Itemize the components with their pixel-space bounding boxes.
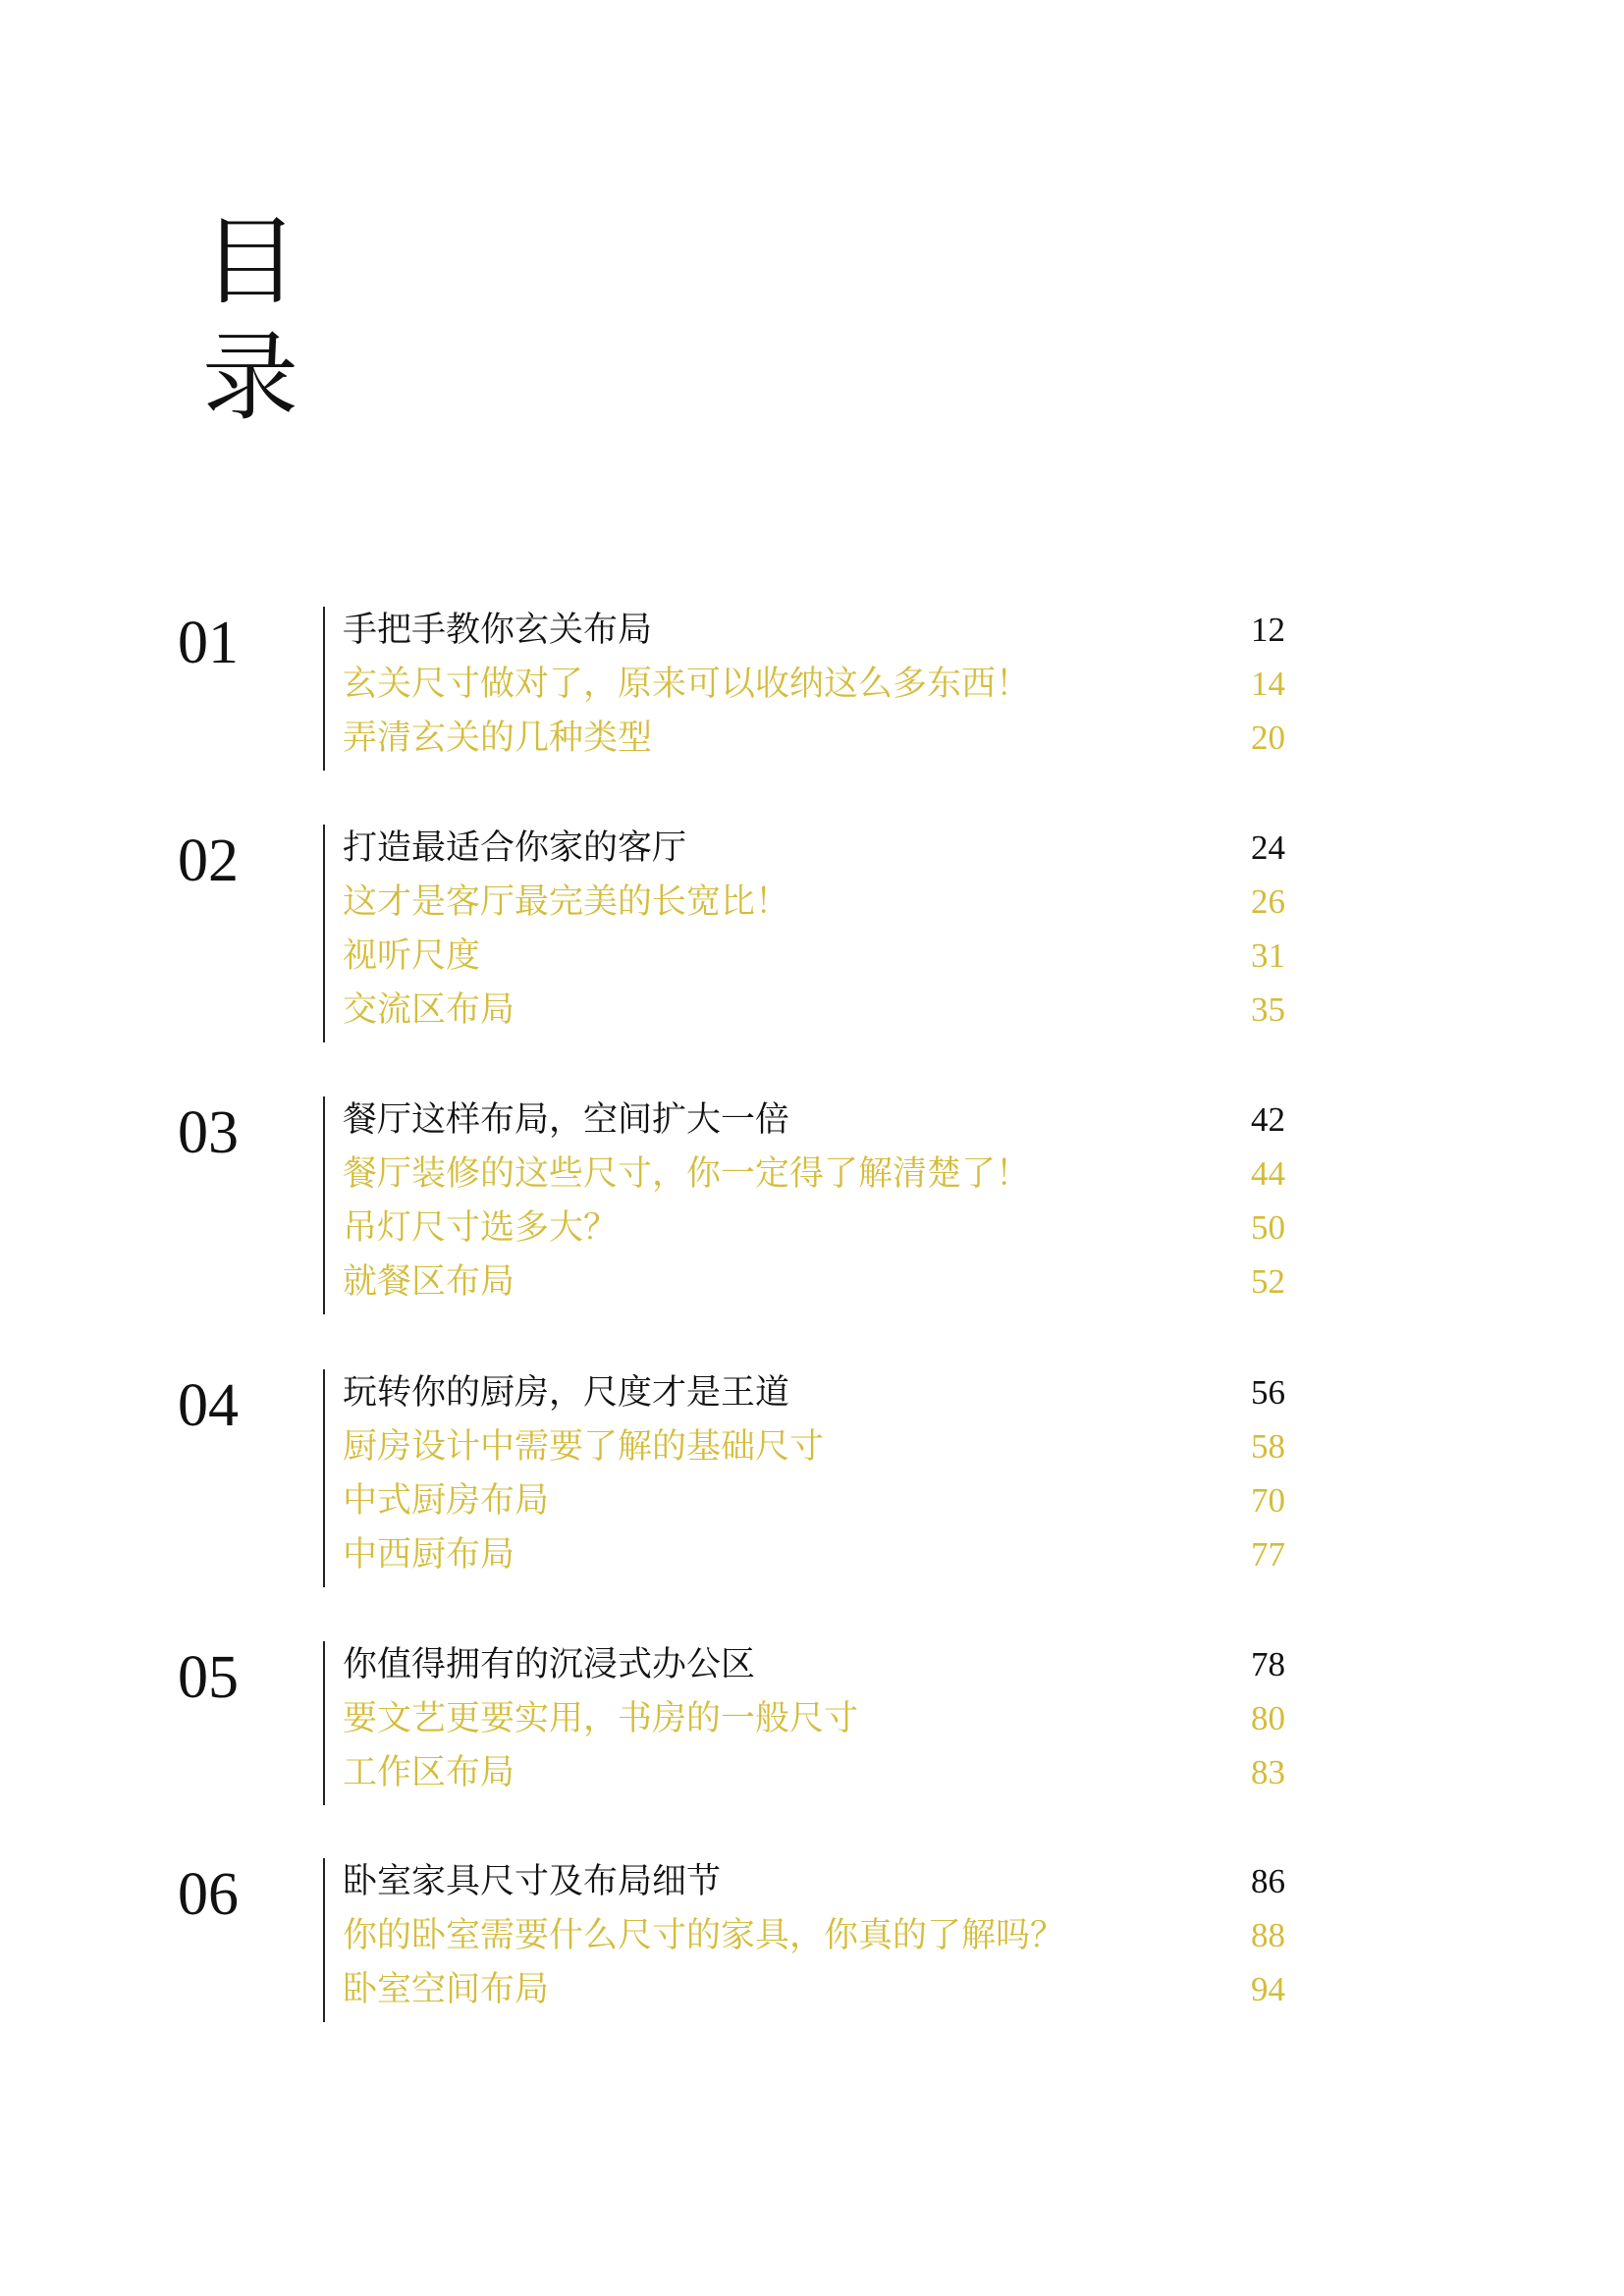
chapter-number: 05	[178, 1644, 239, 1711]
entry-title: 中式厨房布局	[343, 1481, 550, 1521]
entry-page-number: 31	[1251, 936, 1285, 975]
entry-page-number: 83	[1251, 1753, 1285, 1791]
entry-page-number: 70	[1251, 1481, 1285, 1520]
chapter-divider-bar	[323, 1858, 325, 2022]
chapter-divider-bar	[323, 825, 325, 1042]
chapter-divider-bar	[323, 1096, 325, 1314]
entry-title: 中西厨布局	[343, 1535, 515, 1575]
section-entry[interactable]	[343, 715, 1285, 762]
page-title-char-2: 录	[202, 322, 299, 434]
chapter-title-entry[interactable]	[343, 1096, 1285, 1144]
section-entry[interactable]	[343, 879, 1285, 926]
entry-title: 视听尺度	[343, 936, 481, 976]
section-entry[interactable]	[343, 1258, 1285, 1306]
chapter-number: 03	[178, 1099, 239, 1166]
entry-page-number: 44	[1251, 1154, 1285, 1193]
entry-page-number: 78	[1251, 1645, 1285, 1683]
chapter-divider-bar	[323, 607, 325, 771]
entry-page-number: 24	[1251, 828, 1285, 867]
entry-title: 餐厅这样布局，空间扩大一倍	[343, 1100, 790, 1140]
entry-title: 弄清玄关的几种类型	[343, 719, 653, 758]
entry-page-number: 26	[1251, 882, 1285, 921]
chapter-number: 06	[178, 1861, 239, 1928]
entry-page-number: 12	[1251, 611, 1285, 649]
section-entry[interactable]	[343, 1423, 1285, 1470]
entry-page-number: 86	[1251, 1862, 1285, 1900]
entry-page-number: 35	[1251, 990, 1285, 1029]
section-entry[interactable]	[343, 1695, 1285, 1742]
chapter-divider-bar	[323, 1641, 325, 1805]
entry-title: 餐厅装修的这些尺寸，你一定得了解清楚了！	[343, 1154, 1031, 1194]
entry-title: 玄关尺寸做对了，原来可以收纳这么多东西！	[343, 665, 1031, 704]
section-entry[interactable]	[343, 661, 1285, 708]
section-entry[interactable]	[343, 1150, 1285, 1198]
chapter-title-entry[interactable]	[343, 1858, 1285, 1905]
entry-title: 就餐区布局	[343, 1262, 515, 1302]
entry-title: 打造最适合你家的客厅	[343, 828, 687, 868]
entry-page-number: 77	[1251, 1535, 1285, 1574]
entry-title: 玩转你的厨房，尺度才是王道	[343, 1373, 790, 1413]
entry-page-number: 58	[1251, 1427, 1285, 1466]
entry-page-number: 42	[1251, 1100, 1285, 1139]
section-entry[interactable]	[343, 1531, 1285, 1578]
page-title-char-1: 目	[202, 206, 299, 318]
entry-page-number: 52	[1251, 1262, 1285, 1301]
chapter-title-entry[interactable]	[343, 607, 1285, 654]
entry-page-number: 56	[1251, 1373, 1285, 1412]
section-entry[interactable]	[343, 1749, 1285, 1796]
entry-page-number: 88	[1251, 1916, 1285, 1954]
entry-title: 卧室空间布局	[343, 1970, 550, 2009]
chapter-number: 01	[178, 610, 239, 676]
entry-title: 要文艺更要实用，书房的一般尺寸	[343, 1699, 859, 1738]
entry-title: 交流区布局	[343, 990, 515, 1030]
entry-title: 卧室家具尺寸及布局细节	[343, 1862, 722, 1901]
entry-title: 厨房设计中需要了解的基础尺寸	[343, 1427, 825, 1467]
chapter-number: 02	[178, 828, 239, 894]
entry-title: 手把手教你玄关布局	[343, 611, 653, 650]
section-entry[interactable]	[343, 933, 1285, 980]
entry-title: 你的卧室需要什么尺寸的家具，你真的了解吗？	[343, 1916, 1065, 1955]
section-entry[interactable]	[343, 987, 1285, 1034]
section-entry[interactable]	[343, 1204, 1285, 1252]
chapter-number: 04	[178, 1372, 239, 1439]
chapter-title-entry[interactable]	[343, 825, 1285, 872]
entry-page-number: 80	[1251, 1699, 1285, 1737]
section-entry[interactable]	[343, 1477, 1285, 1524]
entry-title: 这才是客厅最完美的长宽比！	[343, 882, 790, 922]
entry-title: 你值得拥有的沉浸式办公区	[343, 1645, 756, 1684]
entry-page-number: 20	[1251, 719, 1285, 757]
entry-page-number: 14	[1251, 665, 1285, 703]
chapter-divider-bar	[323, 1369, 325, 1587]
section-entry[interactable]	[343, 1912, 1285, 1959]
entry-title: 工作区布局	[343, 1753, 515, 1792]
section-entry[interactable]	[343, 1966, 1285, 2013]
entry-page-number: 50	[1251, 1208, 1285, 1247]
entry-page-number: 94	[1251, 1970, 1285, 2008]
chapter-title-entry[interactable]	[343, 1369, 1285, 1416]
entry-title: 吊灯尺寸选多大？	[343, 1208, 619, 1248]
chapter-title-entry[interactable]	[343, 1641, 1285, 1688]
